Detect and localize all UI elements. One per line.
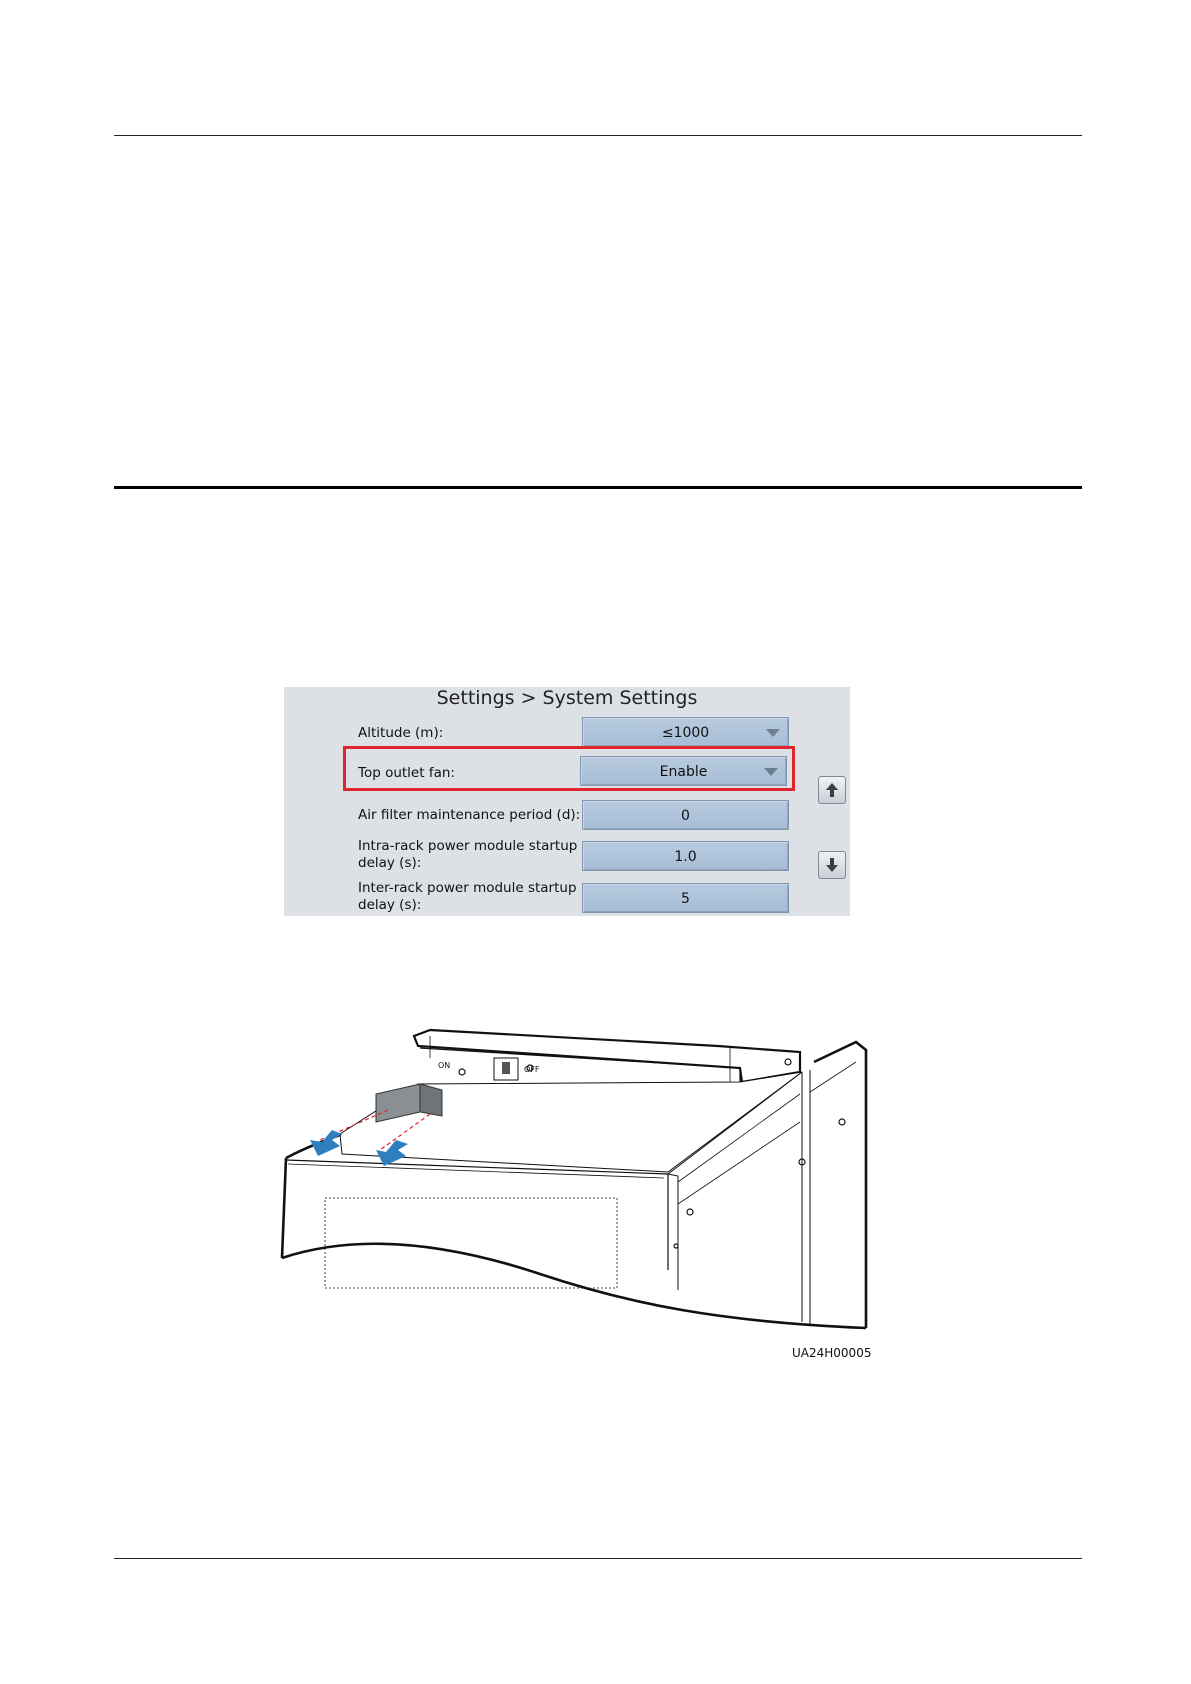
section-rule xyxy=(114,486,1082,489)
settings-panel xyxy=(284,687,850,916)
footer-rule xyxy=(114,1558,1082,1559)
intra-rack-delay-label-line1: Intra-rack power module startup xyxy=(358,838,578,854)
highlight-box xyxy=(343,746,795,791)
switch-off-label: OFF xyxy=(524,1065,540,1074)
arrow-up-icon xyxy=(825,782,839,798)
inter-rack-delay-label-line2: delay (s): xyxy=(358,897,422,913)
top-outlet-fan-label: Top outlet fan: xyxy=(358,765,455,781)
air-filter-value: 0 xyxy=(681,808,690,824)
altitude-label: Altitude (m): xyxy=(358,725,444,741)
inter-rack-delay-label-line1: Inter-rack power module startup xyxy=(358,880,577,896)
inter-rack-delay-label xyxy=(358,880,577,914)
cabinet-illustration xyxy=(280,1022,880,1342)
scroll-down-button[interactable] xyxy=(818,851,846,879)
altitude-dropdown[interactable] xyxy=(582,717,789,747)
intra-rack-delay-value: 1.0 xyxy=(674,849,697,865)
intra-rack-delay-label-line2: delay (s): xyxy=(358,855,422,871)
arrow-down-icon xyxy=(825,857,839,873)
inter-rack-delay-value: 5 xyxy=(681,891,690,907)
figure-code: UA24H00005 xyxy=(792,1346,872,1360)
air-filter-label: Air filter maintenance period (d): xyxy=(358,807,581,823)
dropdown-arrow-icon xyxy=(766,729,780,737)
altitude-value: ≤1000 xyxy=(661,725,710,741)
header-rule xyxy=(114,135,1082,136)
intra-rack-delay-label xyxy=(358,838,577,872)
intra-rack-delay-input[interactable] xyxy=(582,841,789,871)
air-filter-input[interactable] xyxy=(582,800,789,830)
scroll-up-button[interactable] xyxy=(818,776,846,804)
panel-title: Settings > System Settings xyxy=(436,687,698,709)
top-outlet-fan-value: Enable xyxy=(659,764,708,780)
switch-on-label: ON xyxy=(438,1061,451,1070)
inter-rack-delay-input[interactable] xyxy=(582,883,789,913)
